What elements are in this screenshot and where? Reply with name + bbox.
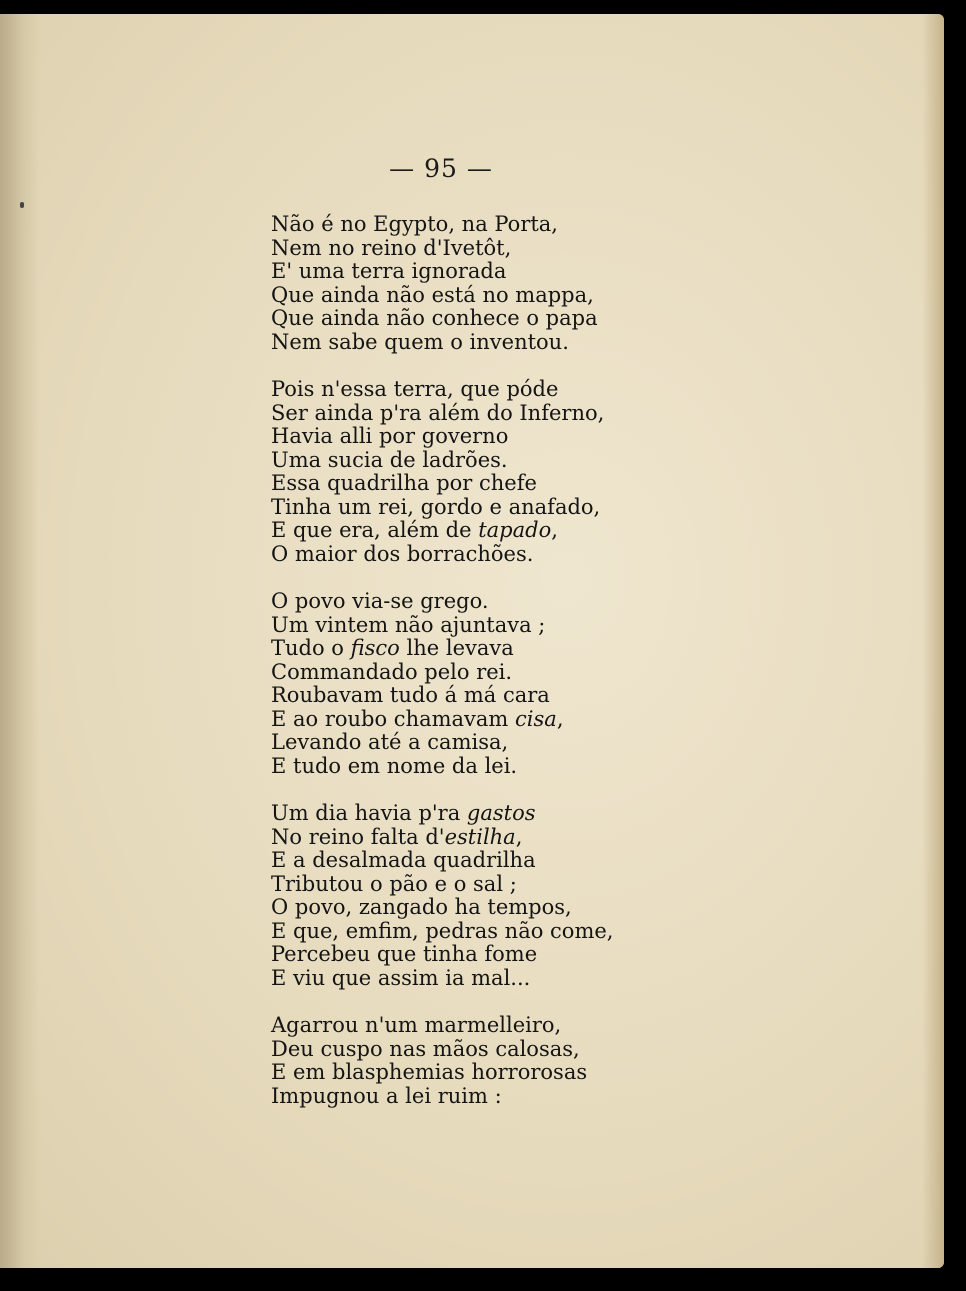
line-text: E' uma terra ignorada (271, 259, 507, 283)
poem-line (271, 472, 691, 496)
line-text: Roubavam tudo á má cara (271, 683, 550, 707)
line-text: Deu cuspo nas mãos calosas, (271, 1036, 580, 1061)
poem-line (271, 260, 691, 284)
line-text: Tudo o (271, 636, 351, 660)
poem-line (271, 731, 691, 755)
line-text: Que ainda não conhece o papa (271, 306, 598, 330)
poem-line (271, 896, 691, 920)
line-text: E ao roubo chamavam (271, 706, 516, 731)
poem-line (271, 661, 691, 685)
line-text: Agarrou n'um marmelleiro, (271, 1013, 562, 1037)
line-text: , (551, 518, 558, 542)
line-text: Havia alli por governo (271, 424, 509, 448)
line-text: E que era, além de (271, 518, 479, 542)
poem-line (271, 826, 691, 850)
stanza (271, 590, 691, 778)
italic-word: tapado (478, 518, 552, 542)
line-text: E tudo em nome da lei. (271, 753, 518, 778)
poem-line (271, 543, 691, 567)
stanza (271, 378, 691, 566)
line-text: O povo, zangado ha tempos, (271, 895, 572, 919)
poem-line (271, 614, 691, 638)
poem-line (271, 213, 691, 237)
poem-line (271, 802, 691, 826)
stanza (271, 802, 691, 990)
line-text: O povo via-se grego. (271, 589, 489, 613)
stanza (271, 213, 691, 354)
line-text: Tributou o pão e o sal ; (271, 871, 517, 896)
stanza (271, 1014, 691, 1108)
poem-line (271, 920, 691, 944)
line-text: No reino falta d' (271, 824, 445, 849)
italic-word: cisa (515, 706, 557, 731)
poem-line (271, 684, 691, 708)
line-text: Levando até a camisa, (271, 730, 509, 754)
line-text: Um dia havia p'ra (271, 801, 467, 825)
line-text: Commandado pelo rei. (271, 659, 513, 684)
line-text: , (556, 706, 564, 731)
page-edge (922, 14, 944, 1268)
poem-line (271, 873, 691, 897)
poem-line (271, 378, 691, 402)
poem-line (271, 755, 691, 779)
line-text: Não é no Egypto, na Porta, (271, 212, 558, 236)
poem-line (271, 402, 691, 426)
line-text: Essa quadrilha por chefe (271, 471, 537, 495)
book-page (0, 14, 944, 1268)
poem-line (271, 496, 691, 520)
line-text: Nem sabe quem o inventou. (271, 329, 569, 354)
italic-word: gastos (466, 801, 536, 825)
line-text: Que ainda não está no mappa, (271, 282, 594, 307)
line-text: E em blasphemias horrorosas (271, 1060, 588, 1084)
poem-line (271, 1038, 691, 1062)
poem-line (271, 425, 691, 449)
line-text: E viu que assim ia mal... (271, 965, 531, 990)
poem-line (271, 1014, 691, 1038)
italic-word: estilha (444, 824, 516, 849)
line-text: Uma sucia de ladrões. (271, 447, 508, 472)
line-text: Tinha um rei, gordo e anafado, (271, 494, 601, 519)
line-text: , (515, 824, 523, 849)
poem-line (271, 849, 691, 873)
poem-line (271, 590, 691, 614)
line-text: Nem no reino d'Ivetôt, (271, 235, 512, 260)
poem-line (271, 284, 691, 308)
italic-word: fisco (350, 636, 400, 660)
line-text: E que, emfim, pedras não come, (271, 918, 614, 943)
poem-line (271, 637, 691, 661)
ink-speck (20, 202, 24, 208)
poem-line (271, 307, 691, 331)
line-text: lhe levava (399, 636, 514, 660)
line-text: E a desalmada quadrilha (271, 848, 536, 872)
line-text: O maior dos borrachões. (271, 541, 534, 566)
line-text: Um vintem não ajuntava ; (271, 612, 546, 637)
poem-line (271, 1085, 691, 1109)
poem-line (271, 237, 691, 261)
line-text: Pois n'essa terra, que póde (271, 377, 559, 401)
poem-line (271, 967, 691, 991)
line-text: Ser ainda p'ra além do Inferno, (271, 400, 605, 425)
poem-line (271, 331, 691, 355)
poem-line (271, 708, 691, 732)
poem-line (271, 1061, 691, 1085)
poem-line (271, 449, 691, 473)
page-number: — 95 — (389, 154, 493, 183)
poem-text (271, 213, 691, 1132)
line-text: Percebeu que tinha fome (271, 942, 538, 966)
poem-line (271, 519, 691, 543)
line-text: Impugnou a lei ruim : (271, 1083, 502, 1108)
poem-line (271, 943, 691, 967)
